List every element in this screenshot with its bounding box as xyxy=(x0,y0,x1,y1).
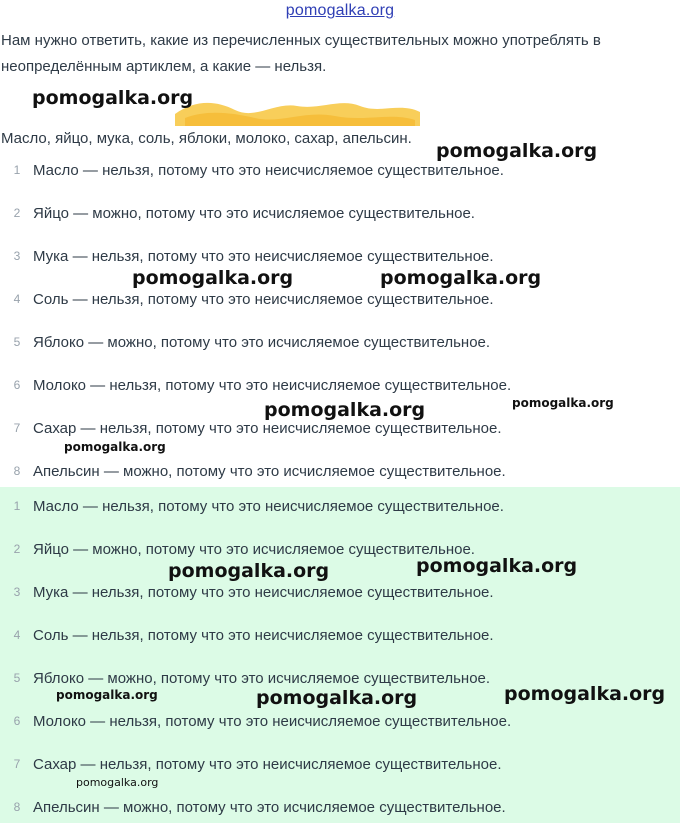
watermark: pomogalka.org xyxy=(436,140,598,162)
decorative-wave xyxy=(175,96,420,126)
item-number: 5 xyxy=(13,671,21,685)
item-text: Апельсин — можно, потому что это исчисляемое существительное. xyxy=(33,462,506,480)
item-number: 6 xyxy=(13,714,21,728)
list-item xyxy=(0,711,511,731)
item-text: Молоко — нельзя, потому что это неисчисляемое существительное. xyxy=(33,712,512,730)
watermark: pomogalka.org xyxy=(32,87,194,109)
list-item xyxy=(0,289,494,309)
item-text: Яйцо — можно, потому что это исчисляемое существительное. xyxy=(33,204,475,222)
answer-list-plain xyxy=(0,150,680,487)
watermark: pomogalka.org xyxy=(512,396,614,410)
item-text: Апельсин — можно, потому что это исчисляемое существительное. xyxy=(33,798,506,816)
list-item xyxy=(0,797,506,817)
watermark: pomogalka.org xyxy=(64,440,166,454)
item-text: Сахар — нельзя, потому что это неисчисляемое существительное. xyxy=(33,419,502,437)
watermark: pomogalka.org xyxy=(168,560,330,582)
item-number: 4 xyxy=(13,292,21,306)
list-item xyxy=(0,375,511,395)
item-number: 3 xyxy=(13,249,21,263)
item-number: 7 xyxy=(13,757,21,771)
watermark: pomogalka.org xyxy=(256,687,418,709)
item-text: Молоко — нельзя, потому что это неисчисляемое существительное. xyxy=(33,376,512,394)
item-number: 2 xyxy=(13,206,21,220)
watermark: pomogalka.org xyxy=(132,267,294,289)
item-text: Сахар — нельзя, потому что это неисчисляемое существительное. xyxy=(33,755,502,773)
item-text: Соль — нельзя, потому что это неисчисляемое существительное. xyxy=(33,290,494,308)
list-item xyxy=(0,246,494,266)
list-item xyxy=(0,668,490,688)
item-number: 1 xyxy=(13,499,21,513)
item-number: 7 xyxy=(13,421,21,435)
word-list-line: Масло, яйцо, мука, соль, яблоки, молоко, сахар, апельсин. xyxy=(1,130,412,147)
item-number: 4 xyxy=(13,628,21,642)
item-text: Мука — нельзя, потому что это неисчисляемое существительное. xyxy=(33,583,494,601)
header-watermark-link[interactable]: pomogalka.org xyxy=(285,2,395,19)
item-number: 3 xyxy=(13,585,21,599)
item-text: Яблоко — можно, потому что это исчисляемое существительное. xyxy=(33,669,491,687)
item-text: Масло — нельзя, потому что это неисчисляемое существительное. xyxy=(33,497,504,515)
watermark: pomogalka.org xyxy=(416,555,578,577)
watermark: pomogalka.org xyxy=(264,399,426,421)
list-item xyxy=(0,625,494,645)
item-number: 8 xyxy=(13,464,21,478)
list-item xyxy=(0,160,504,180)
item-text: Масло — нельзя, потому что это неисчисляемое существительное. xyxy=(33,161,504,179)
list-item xyxy=(0,496,504,516)
item-number: 2 xyxy=(13,542,21,556)
answer-list-highlighted xyxy=(0,487,680,823)
watermark: pomogalka.org xyxy=(56,688,158,702)
item-number: 5 xyxy=(13,335,21,349)
item-text: Соль — нельзя, потому что это неисчисляемое существительное. xyxy=(33,626,494,644)
item-text: Яблоко — можно, потому что это исчисляемое существительное. xyxy=(33,333,491,351)
list-item xyxy=(0,539,475,559)
list-item xyxy=(0,203,475,223)
item-number: 1 xyxy=(13,163,21,177)
item-text: Яйцо — можно, потому что это исчисляемое существительное. xyxy=(33,540,475,558)
intro-paragraph: Нам нужно ответить, какие из перечисленных существительных можно употреблять в неопределённым артиклем, а какие — нельзя. xyxy=(1,32,601,75)
item-number: 6 xyxy=(13,378,21,392)
watermark: pomogalka.org xyxy=(76,776,159,789)
item-number: 8 xyxy=(13,800,21,814)
item-text: Мука — нельзя, потому что это неисчисляемое существительное. xyxy=(33,247,494,265)
list-item xyxy=(0,582,494,602)
list-item xyxy=(0,418,502,438)
list-item xyxy=(0,332,490,352)
list-item xyxy=(0,461,506,481)
list-item xyxy=(0,754,502,774)
watermark: pomogalka.org xyxy=(504,683,666,705)
watermark: pomogalka.org xyxy=(380,267,542,289)
